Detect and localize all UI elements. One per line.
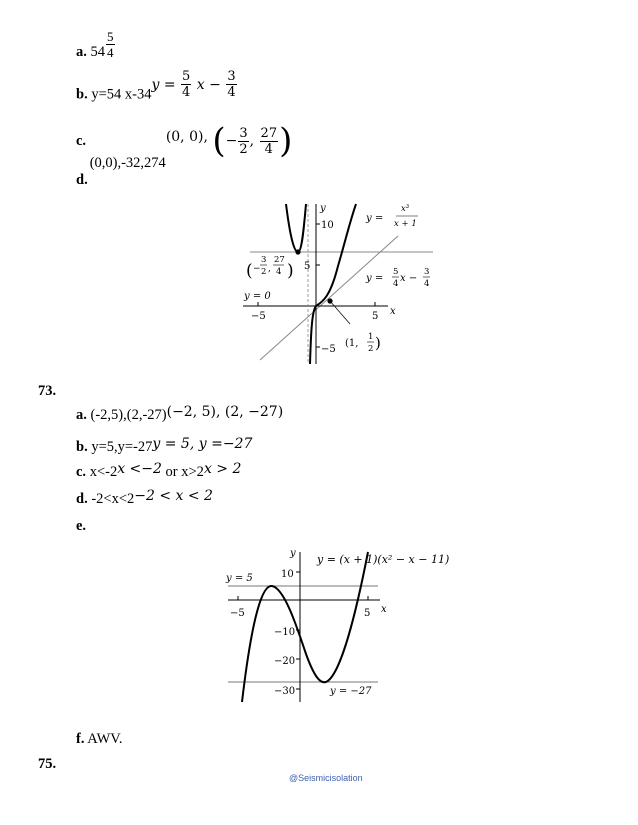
watermark-link[interactable]: @Seismicisolation <box>289 773 363 783</box>
tick-label: −10 <box>274 627 296 638</box>
answer-text: (0,0),-32,274 <box>89 155 166 171</box>
svg-text:4: 4 <box>393 279 399 289</box>
tick-label: −5 <box>251 311 266 322</box>
svg-text:27: 27 <box>274 255 285 265</box>
tick-label: −30 <box>274 686 296 697</box>
math-expression: (0, 0), (− $\frac{3}{2}$ , $\frac{27}{4}$ ) <box>165 121 293 161</box>
answer-text: y=5,y=-27 <box>91 439 153 455</box>
asymptote-label: y = <box>366 273 384 284</box>
graph-cubic-function <box>220 544 460 714</box>
answer-text: 54 <box>90 43 105 60</box>
tick-label: 10 <box>281 569 294 580</box>
item-label: b. <box>76 86 88 103</box>
svg-text:2: 2 <box>368 344 374 354</box>
answer-text: (-2,5),(2,-27) <box>90 407 167 423</box>
svg-text:4: 4 <box>424 279 430 289</box>
horizontal-line-label: y = 5 <box>226 573 253 584</box>
horizontal-line-label: y = −27 <box>330 686 372 697</box>
svg-text:x −: x − <box>400 273 418 284</box>
curve-label: y = (x + 1)(x² − x − 11) <box>317 553 450 566</box>
item-label: b. <box>76 439 88 455</box>
item-b-row <box>76 436 253 456</box>
svg-text:−: − <box>253 264 261 274</box>
item-label: d. <box>76 491 88 507</box>
item-d-label: d. <box>76 172 88 188</box>
problem-number: 75. <box>38 756 57 772</box>
tick-label: 10 <box>321 220 334 231</box>
svg-text:3: 3 <box>261 255 267 265</box>
answer-text: -2<x<2 <box>91 491 135 507</box>
point-min <box>295 249 300 254</box>
math-expression: x > 2 <box>203 461 242 477</box>
item-b-row <box>76 69 238 109</box>
item-c-row <box>76 461 242 481</box>
item-c-row <box>76 121 293 171</box>
item-label: c. <box>76 133 87 149</box>
svg-text:5: 5 <box>393 267 399 277</box>
math-fraction: $\frac{5}{4}$ <box>107 29 114 60</box>
math-expression: x <−2 <box>117 461 162 477</box>
math-expression: y = $\frac{5}{4}$ x − $\frac{3}{4}$ <box>151 69 236 100</box>
answer-text: y=54 x-34 <box>91 86 152 103</box>
x-axis-label: x <box>390 306 396 317</box>
item-a-row <box>76 29 116 67</box>
math-expression: (−2, 5), (2, −27) <box>166 404 284 420</box>
answer-text: AWV. <box>87 731 123 747</box>
item-label: a. <box>76 43 87 60</box>
item-d-row <box>76 488 213 508</box>
tick-label: 5 <box>372 311 379 322</box>
curve-label-num: x³ <box>401 204 410 214</box>
tick-label: −5 <box>321 344 336 355</box>
item-a-row <box>76 404 284 424</box>
svg-text:4: 4 <box>276 267 282 277</box>
graph-rational-function <box>238 196 438 376</box>
answer-text: x<-2 <box>89 464 118 480</box>
item-label: f. <box>76 731 85 747</box>
tick-label: 5 <box>304 261 311 272</box>
horizontal-line-label: y = 0 <box>244 291 271 302</box>
item-label: a. <box>76 407 87 423</box>
svg-text:): ) <box>287 261 294 281</box>
y-axis-label: y <box>320 203 326 214</box>
point-label-min: ( <box>246 261 253 281</box>
callout-line <box>330 301 350 324</box>
x-axis-label: x <box>381 604 387 615</box>
curve-label-den: x + 1 <box>394 219 417 229</box>
tick-label: 5 <box>364 608 371 619</box>
svg-text:,: , <box>268 264 271 274</box>
math-expression: −2 < x < 2 <box>134 488 213 504</box>
tick-label: −5 <box>230 608 245 619</box>
math-expression: y = 5, y =−27 <box>152 436 253 452</box>
svg-text:): ) <box>375 334 381 352</box>
svg-text:2: 2 <box>261 267 267 277</box>
problem-number: 73. <box>38 383 57 399</box>
item-f-row <box>76 731 123 748</box>
item-label: c. <box>76 464 87 480</box>
svg-text:1: 1 <box>368 332 374 342</box>
curve-left-branch <box>286 204 306 252</box>
tick-label: −20 <box>274 656 296 667</box>
y-axis-label: y <box>290 548 296 559</box>
curve-label: y = <box>366 213 384 224</box>
point-label-tangent: (1, <box>345 338 359 349</box>
answer-text: or x>2 <box>161 464 204 480</box>
cubic-curve <box>242 552 371 702</box>
svg-text:3: 3 <box>424 267 430 277</box>
item-e-label: e. <box>76 518 87 534</box>
